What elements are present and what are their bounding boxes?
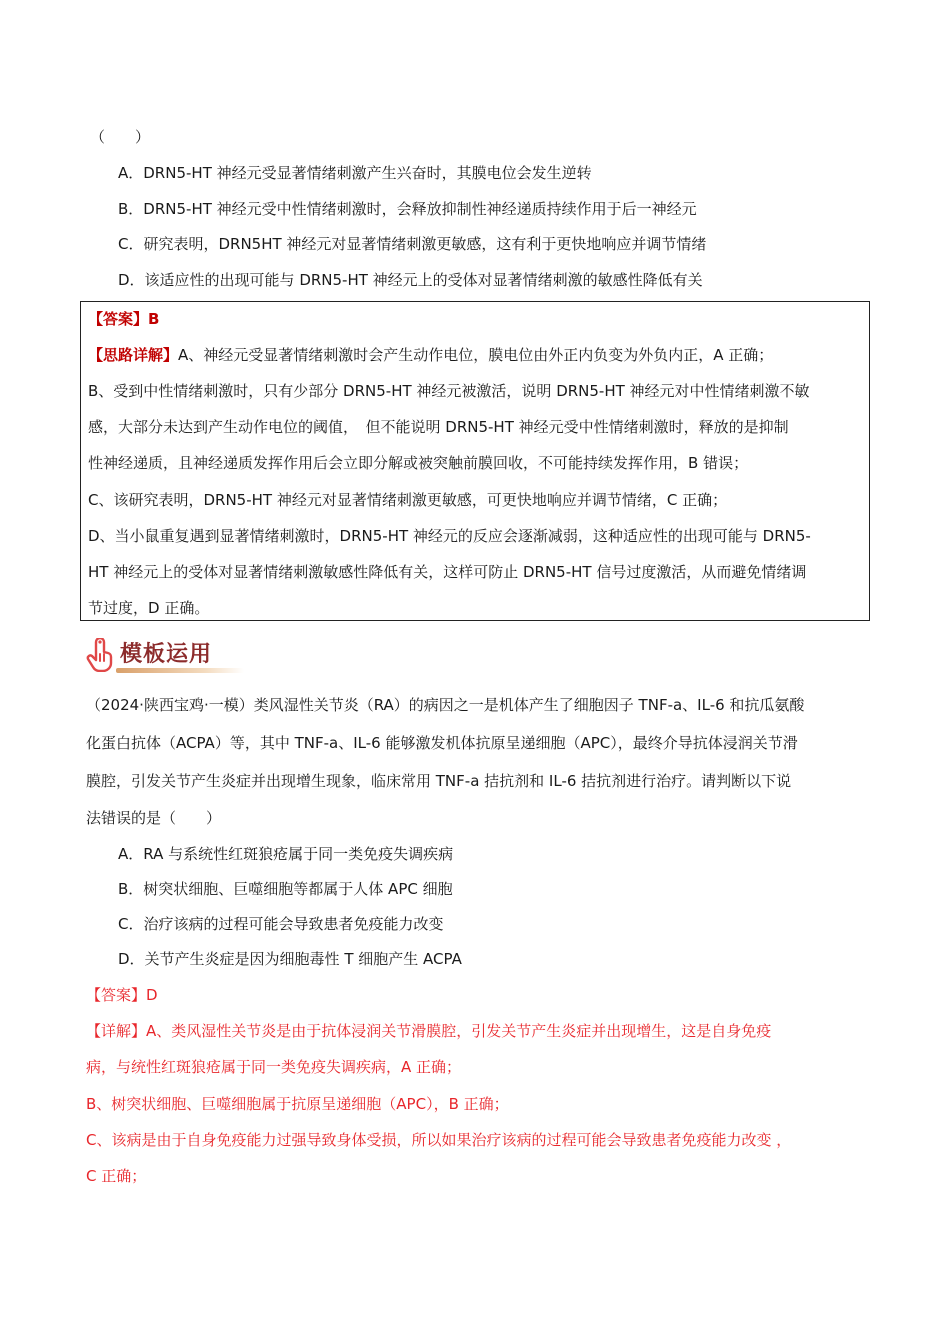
analysis-line: B、受到中性情绪刺激时，只有少部分 DRN5-HT 神经元被激活，说明 DRN5-HT 神经元对中性情绪刺激不敏 (88, 382, 810, 400)
question-stem-end: （ ） (90, 128, 151, 146)
analysis-line: D、当小鼠重复遇到显著情绪刺激时，DRN5-HT 神经元的反应会逐渐减弱，这种适应性的出现可能与 DRN5- (88, 527, 811, 545)
q2-detail-line: C 正确； (86, 1167, 147, 1185)
answer-label: 【答案】B (88, 310, 160, 328)
analysis-line: 性神经递质，且神经递质发挥作用后会立即分解或被突触前膜回收，不可能持续发挥作用，B 错误； (88, 454, 749, 472)
question2-stem-line: 化蛋白抗体（ACPA）等，其中 TNF-a、IL-6 能够激发机体抗原呈递细胞（APC），最终介导抗体浸润关节滑 (86, 734, 798, 752)
option-a: A．DRN5-HT 神经元受显著情绪刺激产生兴奋时，其膜电位会发生逆转 (118, 164, 592, 182)
analysis-line: 节过度，D 正确。 (88, 599, 210, 617)
q2-answer-label: 【答案】D (86, 986, 158, 1004)
q2-detail-line: 病，与统性红斑狼疮属于同一类免疫失调疾病，A 正确； (86, 1058, 462, 1076)
analysis-line (88, 344, 773, 366)
q2-detail-line: C、该病是由于自身免疫能力过强导致身体受损，所以如果治疗该病的过程可能会导致患者免疫能力改变 ， (86, 1131, 792, 1149)
q2-detail-line (86, 1020, 771, 1042)
analysis-line: 感，大部分未达到产生动作电位的阈值， 但不能说明 DRN5-HT 神经元受中性情绪刺激时，释放的是抑制 (88, 418, 789, 436)
q2-option-c: C．治疗该病的过程可能会导致患者免疫能力改变 (118, 915, 444, 933)
option-d: D．该适应性的出现可能与 DRN5-HT 神经元上的受体对显著情绪刺激的敏感性降低有关 (118, 271, 703, 289)
answer-box (80, 301, 870, 621)
section-header (86, 638, 246, 674)
q2-detail-line: B、树突状细胞、巨噬细胞属于抗原呈递细胞（APC），B 正确； (86, 1095, 509, 1113)
analysis-text: A、神经元受显著情绪刺激时会产生动作电位，膜电位由外正内负变为外负内正，A 正确； (178, 346, 774, 364)
q2-detail-label: 【详解】 (86, 1022, 147, 1040)
analysis-label: 【思路详解】 (88, 346, 179, 364)
option-b: B．DRN5-HT 神经元受中性情绪刺激时，会释放抑制性神经递质持续作用于后一神经元 (118, 200, 697, 218)
question2-stem-line: 法错误的是（ ） (86, 809, 222, 827)
option-c: C．研究表明，DRN5HT 神经元对显著情绪刺激更敏感，这有利于更快地响应并调节情绪 (118, 235, 707, 253)
analysis-line: HT 神经元上的受体对显著情绪刺激敏感性降低有关，这样可防止 DRN5-HT 信号过度激活，从而避免情绪调 (88, 563, 807, 581)
pointing-hand-icon (86, 638, 116, 672)
question2-stem-line: （2024·陕西宝鸡·一模）类风湿性关节炎（RA）的病因之一是机体产生了细胞因子 TNF-a、IL-6 和抗瓜氨酸 (86, 696, 805, 714)
q2-option-b: B．树突状细胞、巨噬细胞等都属于人体 APC 细胞 (118, 880, 453, 898)
question2-stem-line: 膜腔，引发关节产生炎症并出现增生现象，临床常用 TNF-a 拮抗剂和 IL-6 拮抗剂进行治疗。请判断以下说 (86, 772, 792, 790)
section-title: 模板运用 (120, 642, 213, 667)
q2-detail-text: A、类风湿性关节炎是由于抗体浸润关节滑膜腔，引发关节产生炎症并出现增生，这是自身免疫 (146, 1022, 772, 1040)
q2-option-d: D．关节产生炎症是因为细胞毒性 T 细胞产生 ACPA (118, 950, 462, 968)
analysis-line: C、该研究表明，DRN5-HT 神经元对显著情绪刺激更敏感，可更快地响应并调节情绪，C 正确； (88, 491, 728, 509)
q2-option-a: A．RA 与系统性红斑狼疮属于同一类免疫失调疾病 (118, 845, 454, 863)
